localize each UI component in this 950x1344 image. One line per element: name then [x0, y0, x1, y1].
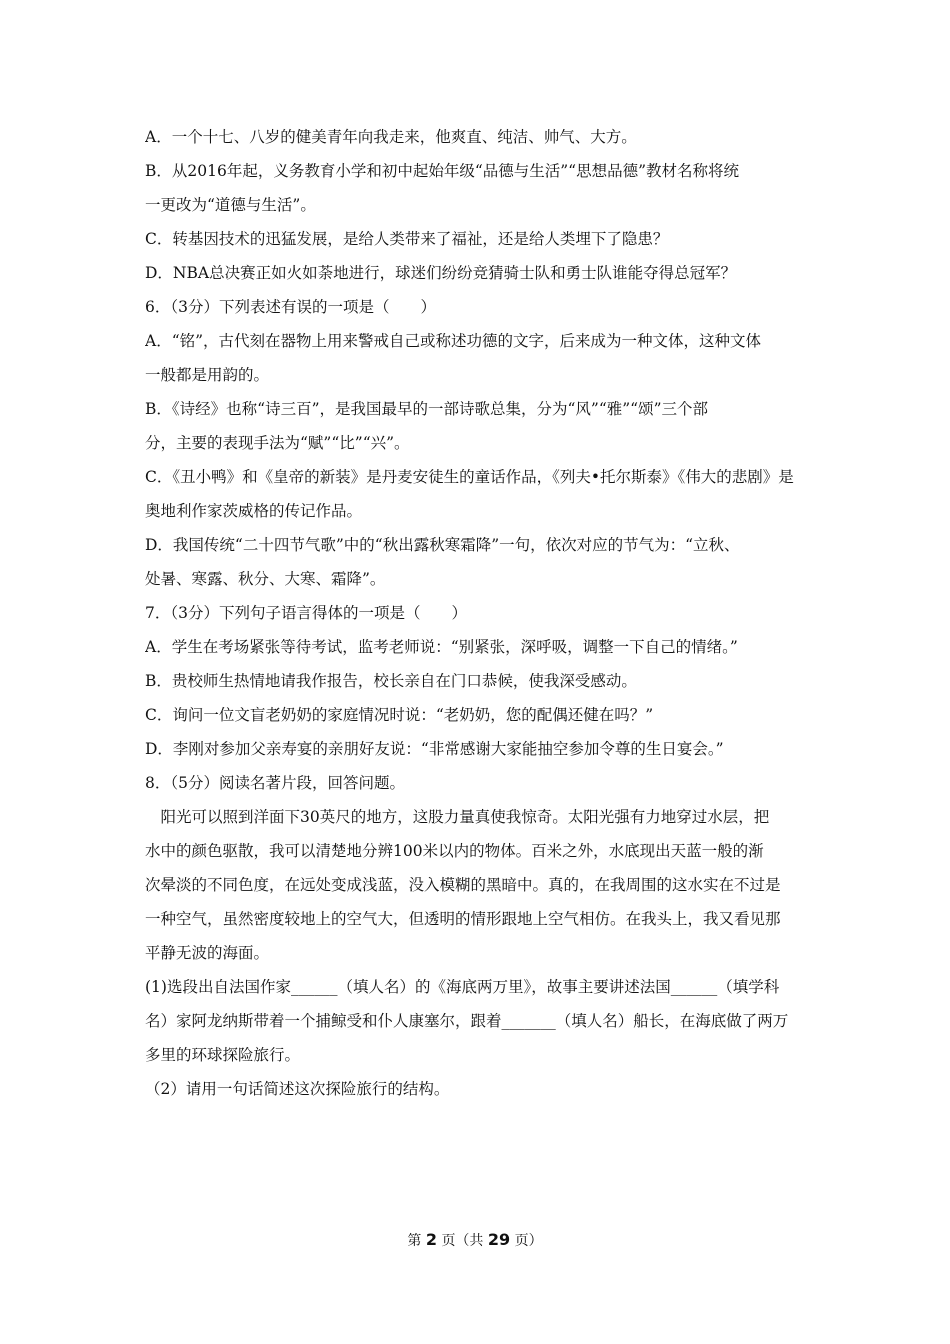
passage-line: 平静无波的海面。	[145, 944, 270, 962]
q7-option-a: A．学生在考场紧张等待考试，监考老师说：“别紧张，深呼吸，调整一下自己的情绪。”	[145, 638, 738, 656]
footer-prefix: 第	[407, 1233, 422, 1249]
option-c-line: C．转基因技术的迅猛发展，是给人类带来了福祉，还是给人类埋下了隐患？	[145, 230, 669, 248]
q6-option-d-cont: 处暑、寒露、秋分、大寒、霜降”。	[145, 570, 386, 588]
q6-option-a-cont: 一般都是用韵的。	[145, 366, 270, 384]
q6-option-b-cont: 分，主要的表现手法为“赋”“比”“兴”。	[145, 434, 410, 452]
q7-option-b: B．贵校师生热情地请我作报告，校长亲自在门口恭候，使我深受感动。	[145, 672, 637, 690]
option-a-line: A．一个十七、八岁的健美青年向我走来，他爽直、纯洁、帅气、大方。	[145, 128, 637, 146]
q6-option-c-cont: 奥地利作家茨威格的传记作品。	[145, 502, 363, 520]
question-8: 8．（5分）阅读名著片段，回答问题。	[145, 774, 405, 792]
footer-total-pages: 29	[487, 1230, 511, 1249]
q7-option-d: D．李刚对参加父亲寿宴的亲朋好友说：“非常感谢大家能抽空参加令尊的生日宴会。”	[145, 740, 724, 758]
page-footer	[0, 1226, 950, 1255]
footer-page-number: 2	[425, 1230, 437, 1249]
question-6: 6．（3分）下列表述有误的一项是（ ）	[145, 298, 436, 316]
passage-line: 阳光可以照到洋面下30英尺的地方，这股力量真使我惊奇。太阳光强有力地穿过水层，把	[145, 808, 770, 826]
q8-sub1-cont: 多里的环球探险旅行。	[145, 1046, 301, 1064]
q8-sub1: (1)选段出自法国作家______（填人名）的《海底两万里》，故事主要讲述法国______（填学科	[145, 978, 780, 996]
option-b-line: B．从2016年起，义务教育小学和初中起始年级“品德与生活”“思想品德”教材名称将统	[145, 162, 740, 180]
passage-line: 水中的颜色驱散，我可以清楚地分辨100米以内的物体。百米之外，水底现出天蓝一般的渐	[145, 842, 764, 860]
q6-option-b: B．《诗经》也称“诗三百”，是我国最早的一部诗歌总集，分为“风”“雅”“颂”三个部	[145, 400, 709, 418]
page-content	[145, 120, 810, 1106]
option-b-line-cont: 一更改为“道德与生活”。	[145, 196, 316, 214]
question-7: 7．（3分）下列句子语言得体的一项是（ ）	[145, 604, 467, 622]
q8-sub1-cont: 名）家阿龙纳斯带着一个捕鲸受和仆人康塞尔，跟着_______（填人名）船长，在海底做了两万	[145, 1012, 789, 1030]
option-d-line: D．NBA总决赛正如火如荼地进行，球迷们纷纷竞猜骑士队和勇士队谁能夺得总冠军？	[145, 264, 737, 282]
footer-suffix: 页）	[514, 1233, 543, 1249]
q7-option-c: C．询问一位文盲老奶奶的家庭情况时说：“老奶奶，您的配偶还健在吗？”	[145, 706, 654, 724]
footer-middle: 页（共	[441, 1233, 484, 1249]
q6-option-a: A．“铭”，古代刻在器物上用来警戒自己或称述功德的文字，后来成为一种文体，这种文体	[145, 332, 762, 350]
q6-option-d: D．我国传统“二十四节气歌”中的“秋出露秋寒霜降”一句，依次对应的节气为：“立秋、	[145, 536, 740, 554]
passage-line: 次晕淡的不同色度，在远处变成浅蓝，没入模糊的黑暗中。真的，在我周围的这水实在不过是	[145, 876, 781, 894]
q6-option-c: C．《丑小鸭》和《皇帝的新装》是丹麦安徒生的童话作品，《列夫•托尔斯泰》《伟大的悲剧》是	[145, 468, 794, 486]
passage-line: 一种空气，虽然密度较地上的空气大，但透明的情形跟地上空气相仿。在我头上，我又看见那	[145, 910, 781, 928]
q8-sub2: （2）请用一句话简述这次探险旅行的结构。	[145, 1080, 450, 1098]
